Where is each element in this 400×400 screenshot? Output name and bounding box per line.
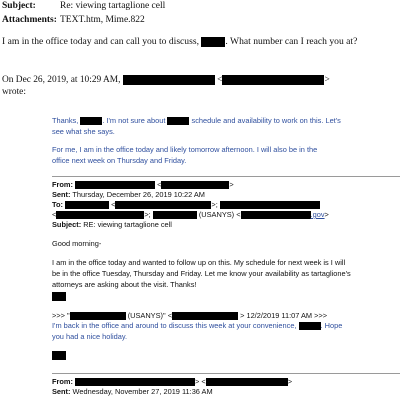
msg1-line4: office next week on Thursday and Friday. [52, 156, 187, 165]
from-key: From: [52, 180, 73, 189]
msg1-line1 [52, 117, 341, 125]
separator-rule [52, 176, 400, 177]
lt-symbol: < [111, 200, 116, 209]
quote2-body-text: I'm back in the office and around to discuss this week at your convenience, [52, 321, 297, 330]
subject-value: Re: viewing tartaglione cell [60, 1, 166, 11]
lt-symbol: < [52, 210, 57, 219]
redaction [201, 37, 225, 47]
redaction [206, 378, 288, 386]
subject-key: Subject: [52, 220, 82, 229]
msg1-not-sure: . I'm not sure about [102, 116, 166, 125]
attachments-row [2, 16, 145, 26]
email1-body2: be in the office Tuesday, Thursday and Friday. Let me know your availability as tartaglione's [52, 269, 351, 278]
gt-symbol: > [324, 75, 330, 86]
quote2-prefix: >>> " [52, 311, 70, 320]
lt-symbol: < [157, 180, 162, 189]
quote2-header [52, 312, 327, 320]
quote2-body2: you had a nice holiday. [52, 332, 128, 341]
from-key: From: [52, 377, 73, 386]
quote-date: On Dec 26, 2019, at 10:29 AM, [2, 75, 121, 86]
gt-symbol: > [324, 210, 329, 219]
reply-line [2, 37, 357, 47]
email2-sent-row [52, 388, 213, 395]
sent-key: Sent: [52, 387, 71, 396]
msg1-line3: For me, I am in the office today and likely tomorrow afternoon. I will also be in the [52, 145, 318, 154]
redaction [153, 211, 197, 219]
redaction [115, 201, 211, 209]
gt-symbol: > [287, 377, 293, 386]
to-key: To: [52, 200, 63, 209]
quote-header-line [2, 75, 330, 86]
redaction [220, 201, 320, 209]
usanys-label: (USANYS) [198, 210, 235, 219]
gov-link[interactable]: .gov [310, 210, 325, 219]
redaction [80, 117, 102, 125]
redaction [70, 312, 126, 320]
redaction [56, 211, 144, 219]
redaction [123, 75, 215, 85]
redaction [222, 75, 324, 85]
lt-symbol: < [236, 210, 241, 219]
redaction [161, 181, 229, 189]
email1-subject-row [52, 221, 172, 228]
lt-symbol: < [217, 75, 223, 86]
redaction [241, 211, 311, 219]
redaction [75, 378, 195, 386]
redaction [52, 292, 66, 301]
subject-value: RE: viewing tartaglione cell [83, 220, 172, 229]
email1-cc-row: < >; (USANYS) < .gov> [52, 210, 329, 219]
quote2-date: > 12/2/2019 11:07 AM >>> [240, 311, 328, 320]
redaction [75, 181, 155, 189]
redaction [65, 201, 109, 209]
redaction [52, 351, 66, 360]
email1-body1: I am in the office today and wanted to follow up on this. My schedule for next week is I will [52, 258, 346, 267]
lt-symbol: < [167, 311, 173, 320]
msg1-schedule: schedule and availability to work on this. Let's [191, 116, 341, 125]
sent-value: Thursday, December 26, 2019 10:22 AM [72, 190, 205, 199]
separator-rule [52, 373, 400, 374]
attachments-value: TEXT.htm, Mime.822 [60, 15, 145, 25]
wrote-line [2, 88, 26, 97]
quote2-usanys: (USANYS)" [127, 311, 166, 320]
email1-body3: attorneys are asking about the visit. Thanks! [52, 280, 197, 289]
sent-key: Sent: [52, 190, 71, 199]
msg1-line2: see what she says. [52, 127, 115, 136]
redaction [167, 117, 189, 125]
reply-text-end: . What number can I reach you at? [225, 36, 358, 48]
email1-sent-row [52, 191, 205, 198]
quote2-hope: . Hope [320, 321, 343, 330]
redaction [172, 312, 238, 320]
email1-from-row [52, 181, 234, 189]
attachments-key: Attachments: [2, 15, 57, 25]
subject-key: Subject: [2, 1, 36, 11]
redaction [299, 322, 321, 330]
sent-value: Wednesday, November 27, 2019 11:36 AM [72, 387, 213, 396]
gt-symbol: > [229, 180, 234, 189]
email2-from-row: From: > < > [52, 377, 293, 386]
wrote-text: wrote: [2, 87, 26, 97]
subject-row [2, 2, 165, 12]
email1-to-row: To: < >; [52, 201, 320, 209]
msg1-thanks: Thanks, [52, 116, 79, 125]
quote2-body1 [52, 322, 342, 330]
reply-text-start: I am in the office today and can call you to discuss, [2, 36, 199, 48]
email1-greeting: Good morning- [52, 239, 102, 248]
